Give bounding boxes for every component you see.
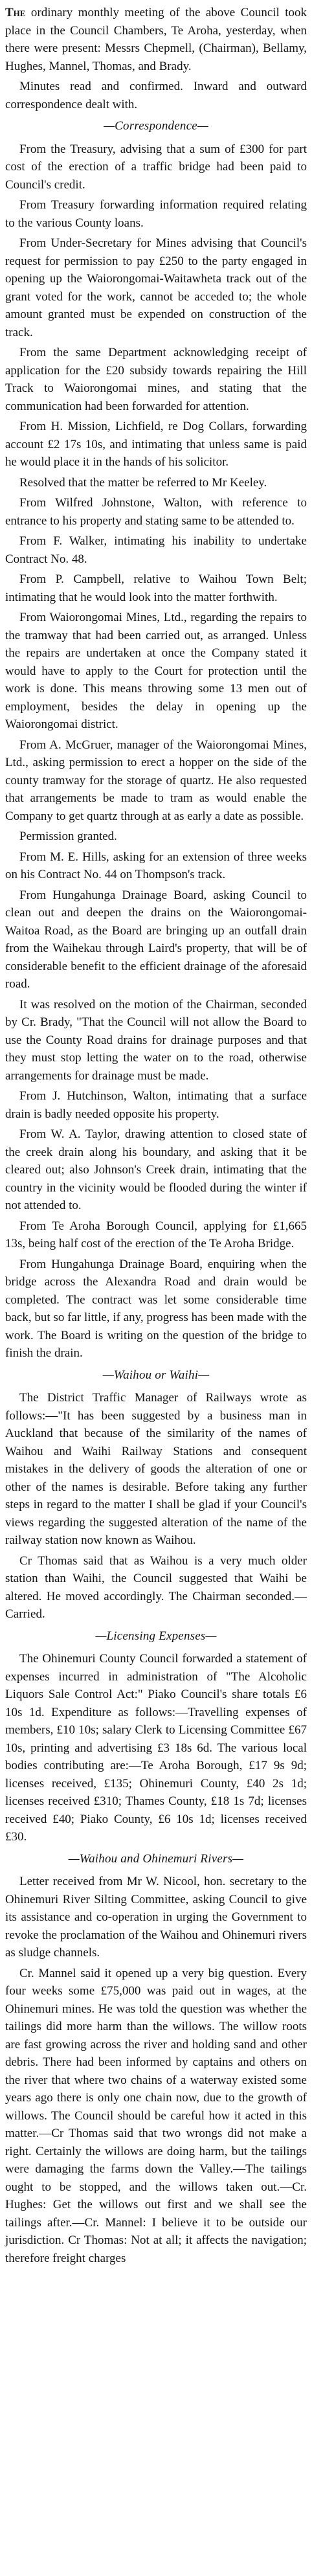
section-paragraph: From J. Hutchinson, Walton, intimating that a surface drain is badly needed opposite his property. [5,1089,307,1121]
section-paragraph: From Hungahunga Drainage Board, enquiring when the bridge across the Alexandra Road and drain would be completed. The contract was let some considerable time back, but so far little, if any, progress has been made with the work. The Board is writing on the question of the bridge to finish the drain. [5,1257,307,1360]
section-heading: —Waihou and Ohinemuri Rivers— [68,1851,244,1866]
section-paragraph: From F. Walker, intimating his inability to undertake Contract No. 48. [5,534,307,566]
article-sections [5,117,307,2267]
section-paragraph: From the same Department acknowledging receipt of application for the £20 subsidy towards repairing the Hill Track to Waiorongomai mines, and stating that the communication had been forwarded for attention. [5,346,307,413]
section-paragraph: Permission granted. [19,830,117,843]
section-paragraph: It was resolved on the motion of the Chairman, seconded by Cr. Brady, "That the Council will not allow the Board to use the County Road drains for drainage purposes and that they must stop letting the water on to the road, otherwise arrangements for drainage must be made. [5,997,307,1083]
section-paragraph: From H. Mission, Lichfield, re Dog Collars, forwarding account £2 17s 10s, and intimating that unless same is paid he would place it in the hands of his solicitor. [5,420,307,469]
section-paragraph: From Treasury forwarding information required relating to the various County loans. [5,198,307,230]
section-heading: —Waihou or Waihi— [102,1368,210,1382]
section-paragraph: From M. E. Hills, asking for an extension of three weeks on his Contract No. 44 on Thompson's track. [5,850,307,881]
section-paragraph: From Hungahunga Drainage Board, asking Council to clean out and deepen the drains on the Waiorongomai-Waitoa Road, as the Board are bringing up an outfall drain from the Waihekau through Laird's property, that will be of considerable benefit to the efficient drainage of the aforesaid road. [5,888,307,991]
section-paragraph: From Under-Secretary for Mines advising that Council's request for permission to pay £250 to the party engaged in opening up the Waiorongomai-Waitawheta track out of the grant voted for the work, cannot be acceded to; the whole amount granted must be expended on construction of the track. [5,236,307,339]
opening-word: The [5,6,26,19]
section-paragraph: From A. McGruer, manager of the Waiorongomai Mines, Ltd., asking permission to erect a hopper on the side of the county tramway for the storage of quartz. He also requested that arrangements be made to tram as would enable the Company to get quartz through at as early a date as possible. [5,738,307,823]
section-paragraph: Cr Thomas said that as Waihou is a very much older station than Waihi, the Council suggested that Waihi be altered. He moved accordingly. The Chairman seconded.—Carried. [5,1554,307,1621]
section-paragraph: Cr. Mannel said it opened up a very big question. Every four weeks some £75,000 was paid out in wages, at the Ohinemuri mines. He was told the question was whether the tailings did more harm than the willows. The willow roots are fast growing across the river and holding sand and other debris. There had been informed by captains and others on the river that where two chains of a waterway existed some years ago there is only one chain now, due to the growth of willows. The Council should be careful how it acted in this matter.—Cr Thomas said that two wrongs did not make a right. Certainly the willows are doing harm, but the tailings were damaging the farms down the Valley.—The tailings ought to be stopped, and the willows taken out.—Cr. Hughes: Get the willows out first and we shall see the tailings after.—Cr. Mannel: I believe it to be outside our jurisdiction. Cr Thomas: Not at all; it affects the navigation; therefore freight charges [5,1966,307,2265]
section-paragraph: From Te Aroha Borough Council, applying for £1,665 13s, being half cost of the erection of the Te Aroha Bridge. [5,1219,307,1250]
section-paragraph: From W. A. Taylor, drawing attention to closed state of the creek drain along his boundary, and asking that it be cleared out; also Johnson's Creek drain, intimating that the country in the vicinity would be flooded during the winter if not attended to. [5,1127,307,1212]
section-heading: —Correspondence— [104,119,208,133]
section-paragraph: From P. Campbell, relative to Waihou Town Belt; intimating that he would look into the matter forthwith. [5,572,307,604]
intro-paragraph-2: Minutes read and confirmed. Inward and outward correspondence dealt with. [5,80,307,111]
section-paragraph: Letter received from Mr W. Nicool, hon. secretary to the Ohinemuri River Silting Committee, asking Council to give its assistance and co-operation in urging the Government to revoke the proclamation of the Waihou and Ohinemuri rivers as sludge channels. [5,1875,307,1960]
intro-paragraph-1 [5,4,307,75]
section-paragraph: The District Traffic Manager of Railways wrote as follows:—"It has been suggested by a business man in Auckland that because of the similarity of the names of Waihou and Waihi Railway Stations and consequent mistakes in the delivery of goods the alteration of one or other of the names is desirable. Before taking any further steps in regard to the matter I shall be glad if your Council's views regarding the suggested alteration of the name of the railway station now known as Waihou. [5,1391,307,1547]
section-paragraph: The Ohinemuri County Council forwarded a statement of expenses incurred in administration of "The Alcoholic Liquors Sale Control Act:" Piako Council's share totals £6 10s 1d. Expenditure as follows:—Travelling expenses of members, £10 10s; salary Clerk to Licensing Committee £67 10s, printing and advertising £3 18s 6d. The various local bodies contributing are:—Te Aroha Borough, £17 9s 9d; licenses received, £135; Ohinemuri County, £40 2s 1d; licenses received £310; Thames County, £18 1s 7d; licenses received £40; Piako County, £6 10s 1d; licenses received £30. [5,1652,307,1844]
intro-text-1: ordinary monthly meeting of the above Council took place in the Council Chambers, Te Aroha, yesterday, when there were present: Messrs Chepmell, (Chairman), Bellamy, Hughes, Mannel, Thomas, and Brady. [5,6,307,73]
section-heading: —Licensing Expenses— [95,1629,217,1643]
section-paragraph: Resolved that the matter be referred to Mr Keeley. [19,475,267,490]
section-paragraph: From the Treasury, advising that a sum of £300 for part cost of the erection of a traffic bridge had been paid to Council's credit. [5,142,307,192]
section-paragraph: From Waiorongomai Mines, Ltd., regarding the repairs to the tramway that had been carried out, as arranged. Unless the repairs are undertaken at once the Company stated it would have to apply to the Court for protection until the work is done. This means throwing some 13 men out of employment, besides the delay in opening up the Waiorongomai district. [5,611,307,731]
section-paragraph: From Wilfred Johnstone, Walton, with reference to entrance to his property and stating same to be attended to. [5,496,307,528]
